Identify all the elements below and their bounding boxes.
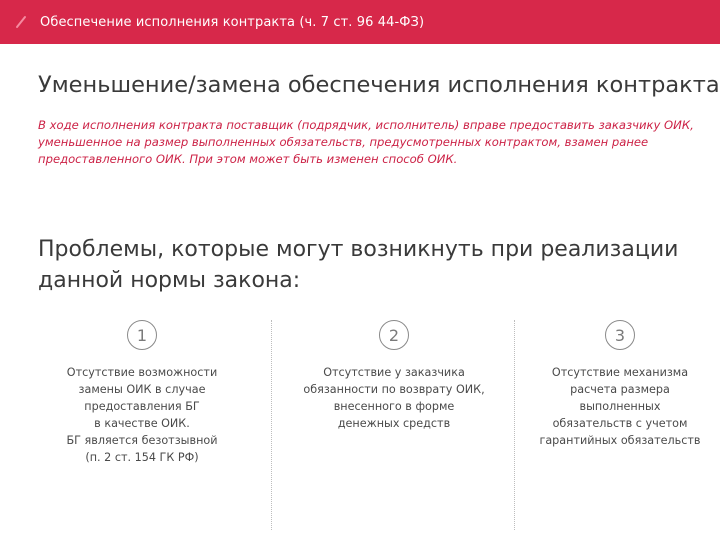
problem-2-line: внесенного в форме — [333, 400, 455, 413]
problem-text-2 — [294, 364, 494, 432]
problem-3-line: Отсутствие механизма — [551, 366, 689, 379]
problem-1-line: Отсутствие возможности — [66, 366, 218, 379]
pencil-slash-icon — [12, 13, 30, 31]
problems-heading-line-2: данной нормы закона: — [38, 268, 301, 293]
problems-heading-line-1: Проблемы, которые могут возникнуть при реализации — [38, 237, 679, 262]
problem-2-line: обязанности по возврату ОИК, — [303, 383, 485, 396]
problem-2-line: денежных средств — [337, 417, 451, 430]
problem-1-line: БГ является безотзывной — [66, 434, 218, 447]
problem-column-3 — [520, 320, 720, 449]
problem-1-line: (п. 2 ст. 154 ГК РФ) — [85, 451, 199, 464]
column-divider — [271, 320, 272, 530]
header-title: Обеспечение исполнения контракта (ч. 7 ст. 96 44-ФЗ) — [40, 14, 425, 30]
problem-3-line: гарантийных обязательств — [539, 434, 701, 447]
header-bar — [0, 0, 720, 44]
problem-1-line: в качестве ОИК. — [94, 417, 190, 430]
problem-column-1 — [42, 320, 242, 466]
problem-1-line: предоставления БГ — [84, 400, 200, 413]
problem-text-3 — [520, 364, 720, 449]
lead-paragraph: В ходе исполнения контракта поставщик (подрядчик, исполнитель) вправе предоставить заказчику ОИК, уменьшенное на размер выполненных обязательств, предусмотренных контрактом, взамен ранее предоставленного ОИК. При этом может быть изменен способ ОИК. — [38, 118, 694, 166]
problem-3-line: расчета размера — [570, 383, 670, 396]
page-title: Уменьшение/замена обеспечения исполнения контракта — [38, 72, 720, 98]
problem-column-2 — [294, 320, 494, 432]
problem-3-line: выполненных — [579, 400, 661, 413]
problem-2-line: Отсутствие у заказчика — [323, 366, 465, 379]
problems-heading — [38, 234, 698, 296]
problem-text-1 — [42, 364, 242, 466]
problem-3-line: обязательств с учетом — [552, 417, 688, 430]
number-circle-2: 2 — [379, 320, 409, 350]
column-divider — [514, 320, 515, 530]
problem-1-line: замены ОИК в случае — [78, 383, 206, 396]
number-circle-3: 3 — [605, 320, 635, 350]
number-circle-1: 1 — [127, 320, 157, 350]
